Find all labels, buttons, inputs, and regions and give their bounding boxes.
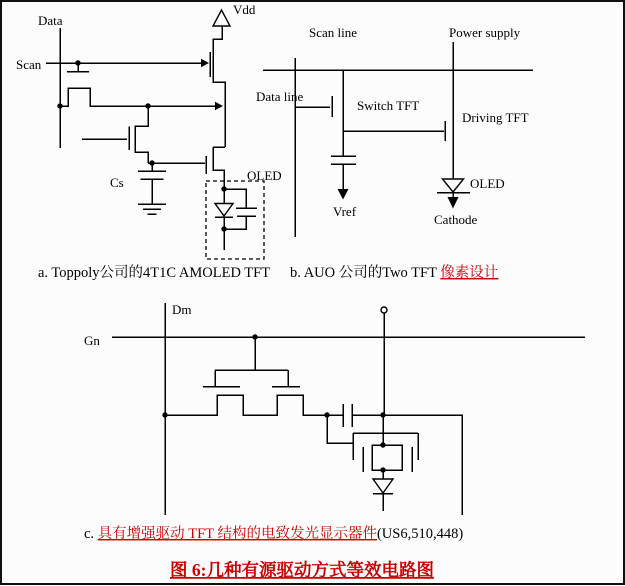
b-label-cathode: Cathode: [434, 212, 478, 227]
b-label-vref: Vref: [333, 204, 357, 219]
b-vref-arrowhead: [338, 189, 349, 200]
c-right-rail: [352, 415, 462, 515]
a-cs-capacitor: [138, 163, 166, 204]
a-junction-dots: [57, 60, 226, 231]
a-oled-dashed-box: [206, 181, 264, 259]
c-caption-red: 具有增强驱动 TFT 结构的电致发光显示器件: [97, 526, 377, 542]
b-oled-diode: [443, 179, 464, 192]
a-third-tft: [206, 147, 225, 189]
a-label-vdd: Vdd: [233, 2, 256, 17]
b-label-data-line: Data line: [256, 89, 304, 104]
c-caption: [84, 524, 463, 542]
c-pair-gate-feed: [327, 415, 353, 443]
a-scan-arrowhead: [201, 59, 209, 67]
b-label-oled: OLED: [470, 176, 505, 191]
a-label-scan: Scan: [16, 57, 42, 72]
c-caption-prefix: c.: [84, 526, 98, 542]
b-label-scan-line: Scan line: [309, 25, 358, 40]
b-storage-capacitor: [331, 131, 356, 189]
a-ground-symbol: [138, 204, 166, 214]
circuit-a-schematic: [16, 2, 282, 281]
b-oled-diode-bar: [437, 193, 470, 198]
a-second-tft: [82, 106, 148, 163]
c-source-drain-path: [165, 395, 343, 415]
c-dual-gate-tfts: [203, 370, 300, 387]
c-caption-suffix: (US6,510,448): [376, 526, 464, 542]
c-terminal-circle: [381, 307, 387, 313]
a-caption: a. Toppoly公司的4T1C AMOLED TFT: [38, 265, 271, 281]
c-junction-dots: [162, 334, 385, 472]
c-label-gn: Gn: [84, 333, 100, 348]
b-cathode-arrowhead: [448, 197, 459, 209]
image-border: [1, 1, 624, 584]
a-switch-tft: [60, 63, 215, 106]
a-oled-diode: [215, 204, 233, 217]
b-label-driving-tft: Driving TFT: [462, 110, 529, 125]
c-diode: [373, 479, 393, 493]
a-label-data: Data: [38, 13, 63, 28]
a-oled-branch: [224, 181, 257, 250]
c-pair-inner-frame: [372, 445, 402, 470]
c-parallel-tft-pair: [353, 415, 418, 472]
a-driving-tft: [210, 26, 225, 147]
b-caption: [290, 264, 498, 281]
b-caption-red: 像素设计: [440, 265, 499, 281]
c-label-dm: Dm: [172, 302, 192, 317]
b-caption-black: b. AUO 公司的Two TFT: [290, 265, 441, 281]
circuit-c-schematic: [84, 302, 585, 542]
b-label-power-supply: Power supply: [449, 25, 521, 40]
b-label-switch-tft: Switch TFT: [357, 98, 420, 113]
a-label-cs: Cs: [110, 175, 124, 190]
a-rail-arrowhead: [215, 102, 223, 110]
figure-title: 图 6:几种有源驱动方式等效电路图: [170, 560, 434, 580]
circuit-b-schematic: [256, 25, 533, 281]
a-vdd-triangle: [213, 10, 230, 26]
c-coupling-capacitor: [343, 404, 352, 427]
a-label-oled: OLED: [247, 168, 282, 183]
